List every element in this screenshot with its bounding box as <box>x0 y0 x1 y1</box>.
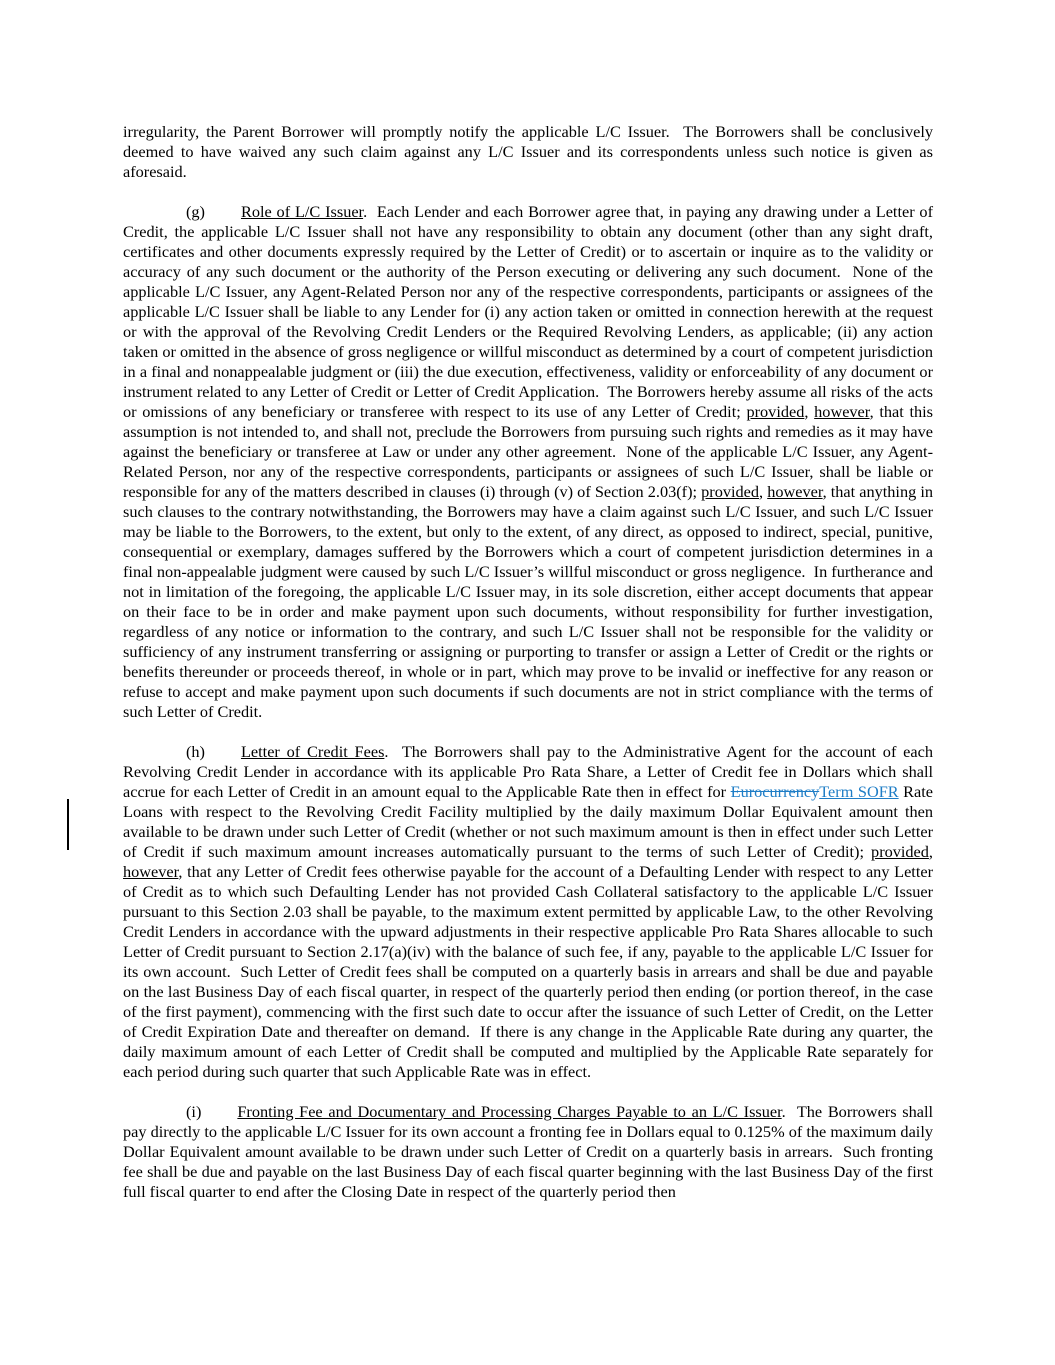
proviso-term: provided <box>701 482 760 501</box>
clause-letter: (i) <box>186 1102 202 1121</box>
body-text: , <box>804 402 815 421</box>
proviso-term: provided <box>746 402 805 421</box>
body-text: . The Borrowers shall pay to the Administrative Agent for the account of each Revolving Credit Lender in accordance with its applicable Pro Rata Share, a Letter of Credit fee in Dollars which shall accrue for each Letter of Credit in an amount equal to the Applicable Rate then in effect for <box>123 742 933 801</box>
body-text: . The Borrowers shall pay directly to the applicable L/C Issuer for its own account a fronting fee in Dollars equal to 0.125% of the maximum daily Dollar Equivalent amount available to be drawn under such Letter of Credit on a quarterly basis in arrears. Such fronting fee shall be due and payable on the last Business Day of each fiscal quarter beginning with the last Business Day of the first full fiscal quarter to end after the Closing Date in respect of the quarterly period then <box>123 1102 933 1201</box>
document-body <box>123 122 933 1202</box>
body-text: , that anything in such clauses to the contrary notwithstanding, the Borrowers may have a claim against such L/C Issuer, and such L/C Issuer may be liable to the Borrowers, to the extent, but only to the extent, of any direct, as opposed to indirect, special, punitive, consequential or exemplary, damages suffered by the Borrowers which a court of competent jurisdiction determines in a final non-appealable judgment were caused by such L/C Issuer’s willful misconduct or gross negligence. In furtherance and not in limitation of the foregoing, the applicable L/C Issuer may, in its sole discretion, either accept documents that appear on their face to be in order and make payment upon such documents, without responsibility for further investigation, regardless of any notice or information to the contrary, and such L/C Issuer shall not be responsible for the validity or sufficiency of any instrument transferring or assigning or purporting to transfer or assign a Letter of Credit or the rights or benefits thereunder or proceeds thereof, in whole or in part, which may prove to be invalid or ineffective for any reason or refuse to accept and make payment upon such documents if such documents are not in strict compliance with the terms of such Letter of Credit. <box>123 482 933 721</box>
clause-heading: Role of L/C Issuer <box>240 202 364 221</box>
revision-change-bar <box>67 799 69 850</box>
body-text: , that any Letter of Credit fees otherwise payable for the account of a Defaulting Lender with respect to any Letter of Credit as to which such Defaulting Lender has not provided Cash Collateral satisfactory to the applicable L/C Issuer pursuant to this Section 2.03 shall be payable, to the maximum extent permitted by applicable Law, to the other Revolving Credit Lenders in accordance with the upward adjustments in their respective applicable Pro Rata Shares allocable to such Letter of Credit pursuant to Section 2.17(a)(iv) with the balance of such fee, if any, payable to the applicable L/C Issuer for its own account. Such Letter of Credit fees shall be computed on a quarterly basis in arrears and shall be due and payable on the last Business Day of each fiscal quarter, in respect of the quarterly period then ending (or portion thereof, in the case of the first payment), commencing with the first such date to occur after the issuance of such Letter of Credit, on the Letter of Credit Expiration Date and thereafter on demand. If there is any change in the Applicable Rate during any quarter, the daily maximum amount of each Letter of Credit shall be computed and multiplied by the Applicable Rate separately for each period during such quarter that such Applicable Rate was in effect. <box>123 862 933 1081</box>
body-text: . Each Lender and each Borrower agree that, in paying any drawing under a Letter of Credit, the applicable L/C Issuer shall not have any responsibility to obtain any document (other than any sight draft, certificates and other documents expressly required by the Letter of Credit) or to ascertain or inquire as to the validity or accuracy of any such document or the authority of the Person executing or delivering any such document. None of the applicable L/C Issuer, any Agent-Related Person nor any of the respective correspondents, participants or assignees of the applicable L/C Issuer shall be liable to any Lender for (i) any action taken or omitted in connection herewith at the request or with the approval of the Revolving Credit Lenders or the Required Revolving Lenders, as applicable; (ii) any action taken or omitted in the absence of gross negligence or willful misconduct as determined by a court of competent jurisdiction in a final and nonappealable judgment or (iii) the due execution, effectiveness, validity or enforceability of any document or instrument related to any Letter of Credit or Letter of Credit Application. The Borrowers hereby assume all risks of the acts or omissions of any beneficiary or transferee with respect to its use of any Letter of Credit; <box>123 202 933 421</box>
deleted-text: Eurocurrency <box>730 782 820 801</box>
proviso-term: however <box>814 402 870 421</box>
proviso-term: however <box>123 862 179 881</box>
paragraph-i-fronting-fee <box>123 1102 933 1202</box>
clause-heading: Fronting Fee and Documentary and Processing Charges Payable to an L/C Issuer <box>237 1102 782 1121</box>
paragraph-g-role-of-lc-issuer <box>123 202 933 722</box>
paragraph-continuation <box>123 122 933 182</box>
body-text: irregularity, the Parent Borrower will promptly notify the applicable L/C Issuer. The Borrowers shall be conclusively deemed to have waived any such claim against any L/C Issuer and its correspondents unless such notice is given as aforesaid. <box>123 122 933 181</box>
proviso-term: however <box>767 482 823 501</box>
paragraph-h-letter-of-credit-fees <box>123 742 933 1082</box>
body-text: , that this assumption is not intended to, and shall not, preclude the Borrowers from pursuing such rights and remedies as it may have against the beneficiary or transferee at Law or under any other agreement. None of the applicable L/C Issuer, any Agent-Related Person, nor any of the respective correspondents, participants or assignees of such L/C Issuer, shall be liable or responsible for any of the matters described in clauses (i) through (v) of Section 2.03(f); <box>123 402 934 501</box>
clause-heading: Letter of Credit Fees <box>240 742 385 761</box>
body-text: , <box>759 482 768 501</box>
body-text: Rate Loans with respect to the Revolving Credit Facility multiplied by the daily maximum Dollar Equivalent amount then available to be drawn under such Letter of Credit (whether or not such maximum amount is then in effect under such Letter of Credit if such maximum amount increases automatically pursuant to the terms of such Letter of Credit); <box>123 782 934 861</box>
body-text: , <box>928 842 933 861</box>
inserted-text: Term SOFR <box>819 782 899 801</box>
clause-letter: (h) <box>186 742 205 761</box>
proviso-term: provided <box>871 842 929 861</box>
clause-letter: (g) <box>186 202 205 221</box>
